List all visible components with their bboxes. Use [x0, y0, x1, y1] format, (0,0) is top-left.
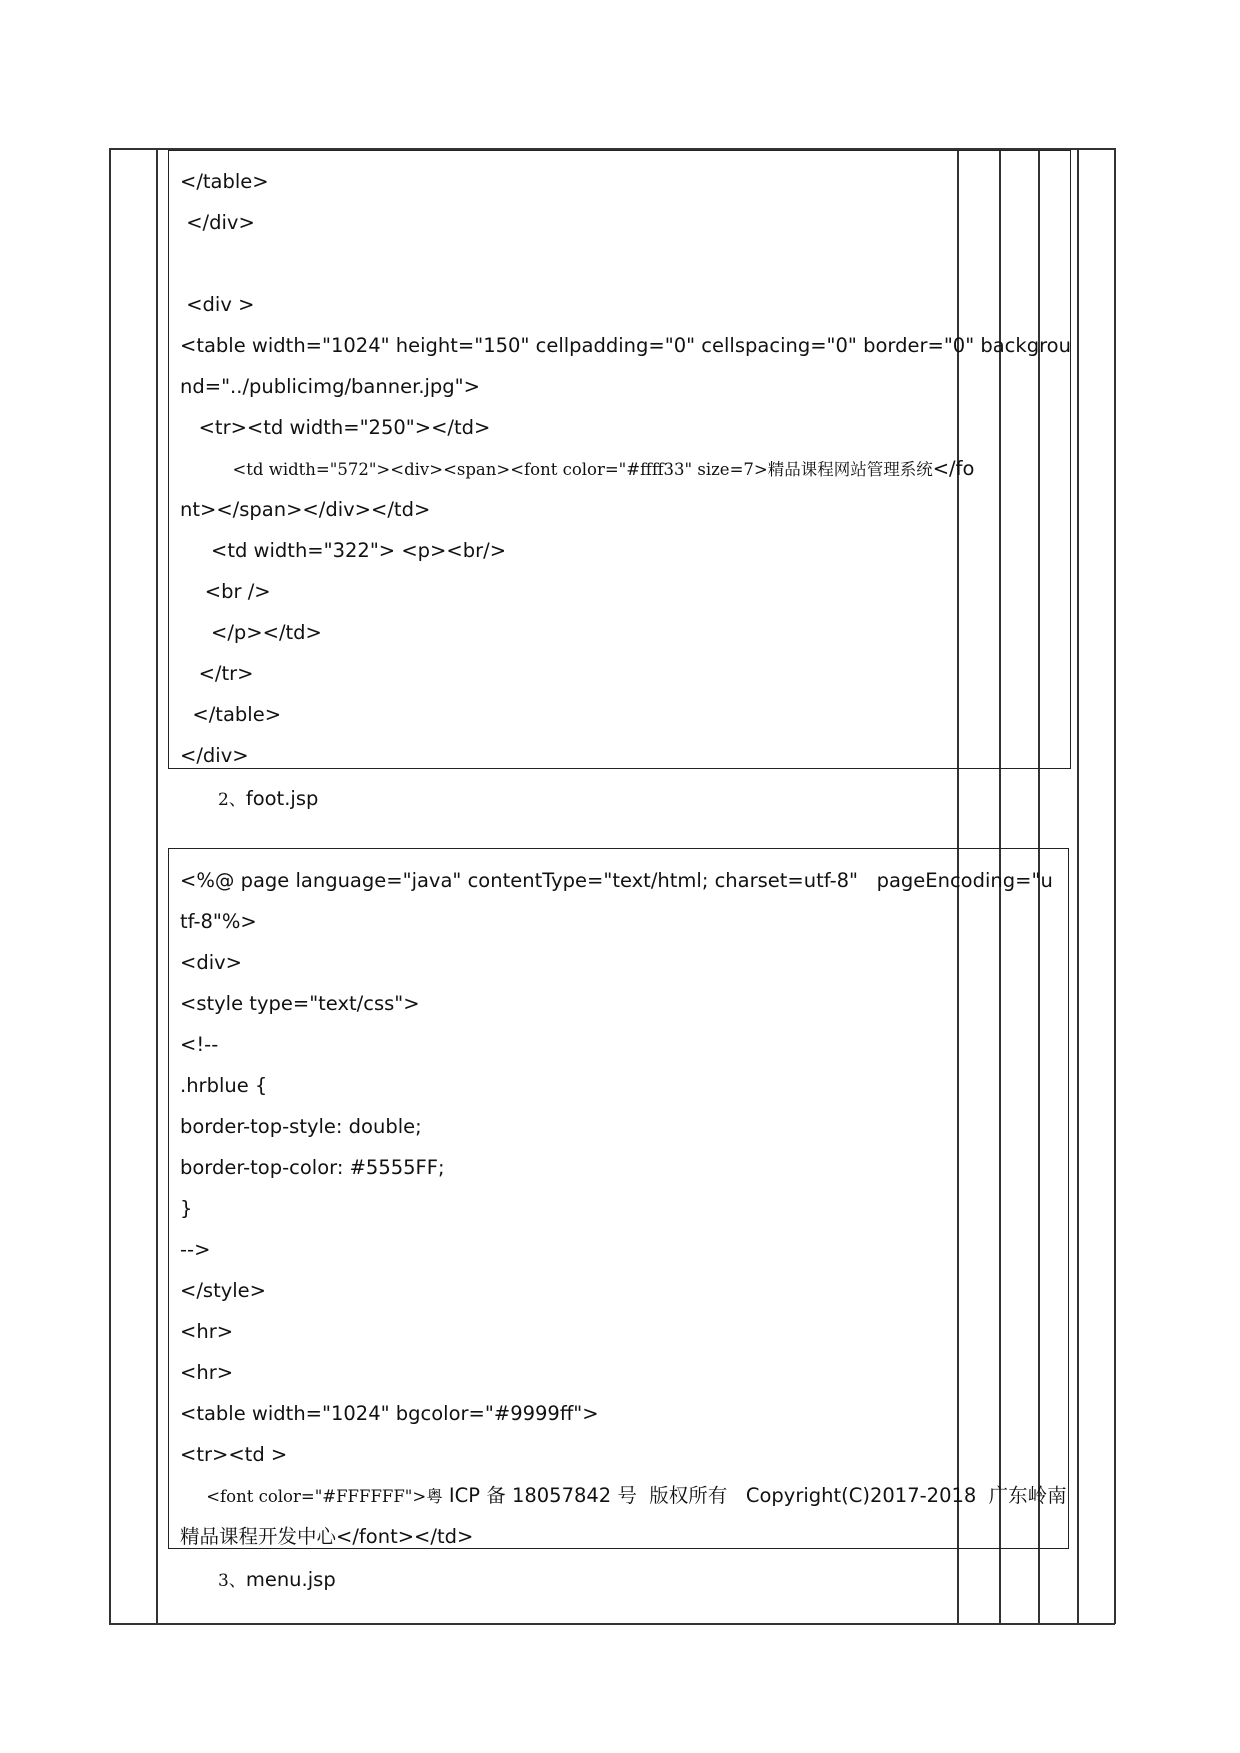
frame-column-rule-4	[1077, 148, 1079, 1624]
code-line-sans-part: </fo	[932, 457, 975, 480]
code-line: <div >	[180, 293, 255, 316]
code-line-serif-part: <td width="572"><div><span><font color="#ffff33" size=7>精品课程网站管理系统	[180, 460, 933, 479]
code-line: <tr><td >	[180, 1443, 288, 1466]
code-line: </table>	[180, 703, 282, 726]
section-caption-menu-jsp	[218, 1566, 336, 1591]
code-line: </div>	[180, 744, 249, 767]
code-line: <table width="1024" height="150" cellpadding="0" cellspacing="0" border="0" backgrou	[180, 334, 1071, 357]
code-line: <div>	[180, 951, 243, 974]
code-line: nd="../publicimg/banner.jpg">	[180, 375, 480, 398]
caption-filename: menu.jsp	[245, 1568, 336, 1591]
code-line: border-top-style: double;	[180, 1115, 422, 1138]
frame-inner-left-rule	[156, 148, 158, 1624]
caption-number: 2、	[218, 790, 246, 810]
code-line: <td width="322"> <p><br/>	[180, 539, 507, 562]
code-line: </tr>	[180, 662, 254, 685]
code-line-mixed-font	[180, 1475, 1067, 1516]
code-line: <style type="text/css">	[180, 992, 420, 1015]
code-line: <%@ page language="java" contentType="text/html; charset=utf-8" pageEncoding="u	[180, 869, 1053, 892]
code-line: </p></td>	[180, 621, 322, 644]
code-line: -->	[180, 1238, 211, 1261]
frame-left-border	[109, 148, 111, 1624]
caption-filename: foot.jsp	[245, 787, 319, 810]
code-line: <hr>	[180, 1320, 234, 1343]
code-line: <table width="1024" bgcolor="#9999ff">	[180, 1402, 599, 1425]
code-line: }	[180, 1197, 193, 1220]
code-line-mixed-font	[180, 448, 1060, 489]
code-line-serif-part: <font color="#FFFFFF">粤	[180, 1487, 443, 1506]
code-block-foot	[180, 860, 1067, 1557]
code-line: nt></span></div></td>	[180, 498, 431, 521]
code-line: border-top-color: #5555FF;	[180, 1156, 445, 1179]
code-line: 精品课程开发中心</font></td>	[180, 1525, 474, 1548]
code-line: <!--	[180, 1033, 219, 1056]
code-line: <hr>	[180, 1361, 234, 1384]
code-line-sans-part: ICP 备 18057842 号 版权所有 Copyright(C)2017-2018 广东岭南	[442, 1484, 1067, 1507]
code-line: </style>	[180, 1279, 267, 1302]
code-line: </table>	[180, 170, 269, 193]
code-line: .hrblue {	[180, 1074, 268, 1097]
frame-right-border	[1114, 148, 1116, 1624]
code-line: tf-8"%>	[180, 910, 257, 933]
code-line	[180, 243, 1060, 284]
code-line: <tr><td width="250"></td>	[180, 416, 491, 439]
caption-number: 3、	[218, 1571, 246, 1591]
code-line: <br />	[180, 580, 271, 603]
section-caption-foot-jsp	[218, 785, 318, 810]
code-block-header	[180, 161, 1071, 776]
code-line: </div>	[180, 211, 255, 234]
frame-bottom-border	[109, 1623, 1115, 1625]
